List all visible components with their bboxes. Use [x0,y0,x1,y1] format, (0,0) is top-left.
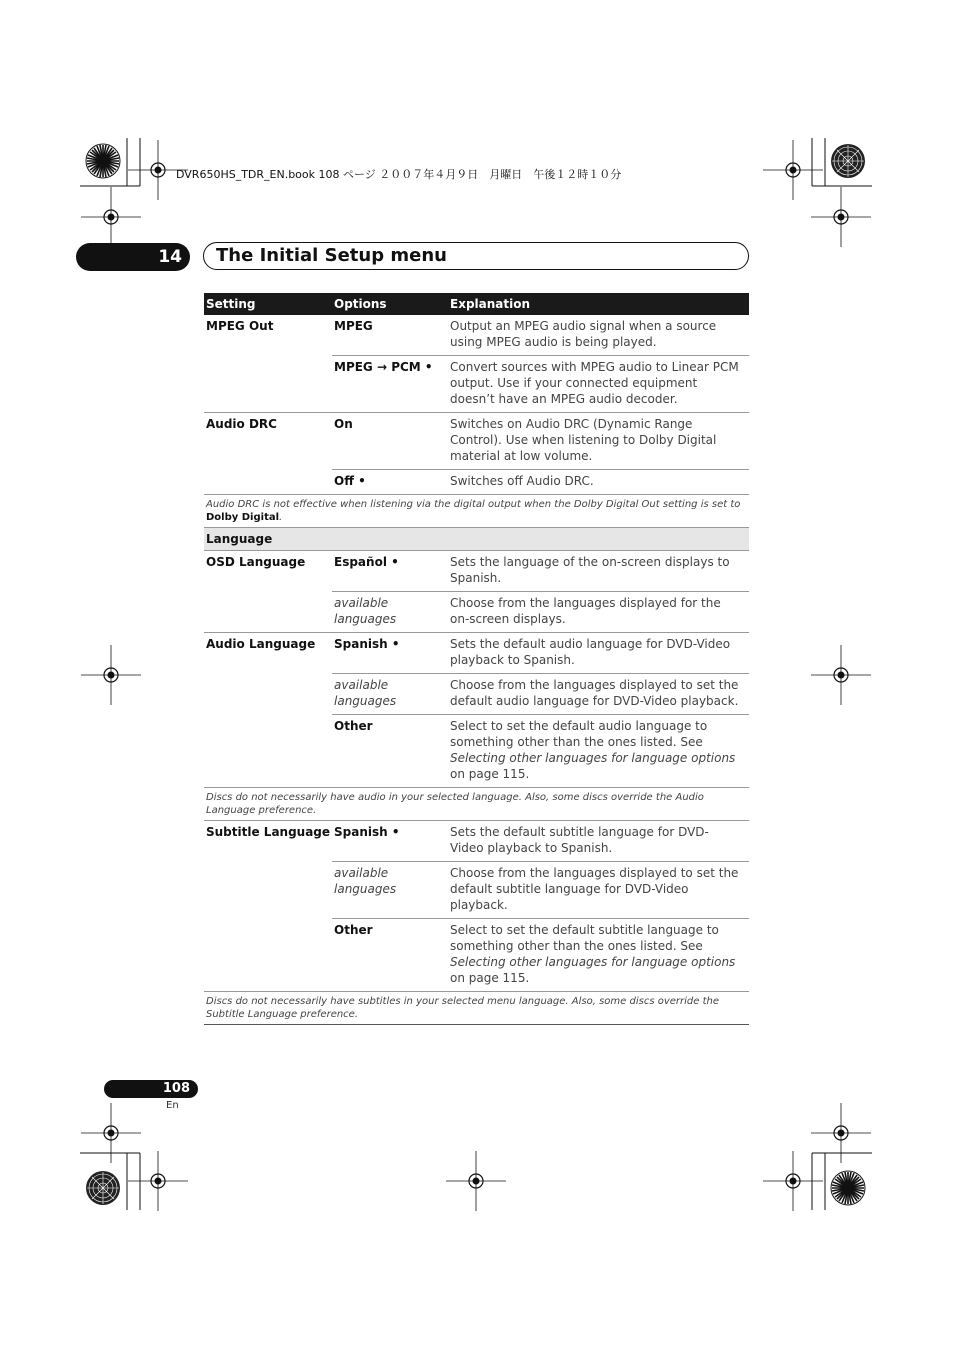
explanation: Choose from the languages displayed to set the default audio language for DVD-Video playback. [447,673,749,714]
subtitle-language-note: Discs do not necessarily have subtitles in your selected menu language. Also, some discs override the Subtitle Language preference. [204,991,749,1024]
table-row [204,714,749,787]
explanation: Sets the language of the on-screen displays to Spanish. [450,555,730,585]
table-row [204,633,749,673]
table-row [204,315,749,355]
setting-name: OSD Language [206,555,306,569]
section-language: Language [204,527,749,551]
header-options: Options [334,297,387,311]
table-row [204,673,749,714]
audio-drc-note [204,494,749,527]
header-explanation: Explanation [450,297,531,311]
explanation-page: on page 115. [450,767,530,781]
explanation-text: Select to set the default audio language to something other than the ones listed. See [450,719,708,749]
setting-name: Audio DRC [206,417,277,431]
option: On [334,417,353,431]
table-end-rule [204,1024,749,1025]
book-file-header: DVR650HS_TDR_EN.book 108 ページ ２００７年４月９日 月曜日 午後１２時１０分 [176,168,622,181]
chapter-number-tab: 14 [76,243,190,271]
note-text: Audio DRC is not effective when listening via the digital output when the Dolby Digital Out setting is set to [206,499,741,510]
note-end: . [279,512,283,523]
table-row [204,355,749,412]
option: available languages [332,591,447,632]
explanation [447,714,749,787]
page-number: 108 [104,1080,198,1098]
chapter-title: The Initial Setup menu [203,242,749,270]
explanation: Sets the default audio language for DVD-Video playback to Spanish. [450,637,731,667]
cross-reference: Selecting other languages for language options [450,751,736,765]
group-audio-language [204,632,749,787]
explanation: Choose from the languages displayed for the on-screen displays. [447,591,749,632]
option: available languages [332,861,447,918]
table-row [204,551,749,591]
table-row [204,821,749,861]
explanation: Switches on Audio DRC (Dynamic Range Control). Use when listening to Dolby Digital material at low volume. [450,417,717,463]
group-audio-drc [204,412,749,494]
group-osd-language [204,551,749,632]
header-setting: Setting [206,297,256,311]
table-row [204,413,749,469]
explanation-page: on page 115. [450,971,530,985]
setting-name: MPEG Out [206,319,274,333]
option: MPEG [334,319,373,333]
explanation: Output an MPEG audio signal when a source using MPEG audio is being played. [450,319,717,349]
group-subtitle-language [204,820,749,991]
note-bold: Dolby Digital [206,512,280,523]
option: Spanish • [334,637,400,651]
cross-reference: Selecting other languages for language options [450,955,736,969]
page-language: En [166,1100,179,1111]
option: MPEG → PCM • [332,355,447,412]
explanation: Choose from the languages displayed to set the default subtitle language for DVD-Video playback. [447,861,749,918]
option: Other [332,918,447,991]
table-row [204,861,749,918]
option: Español • [334,555,399,569]
settings-table [204,293,749,1025]
explanation: Switches off Audio DRC. [447,469,749,494]
option: Spanish • [334,825,400,839]
explanation [447,918,749,991]
table-row [204,591,749,632]
table-row [204,918,749,991]
option: Other [332,714,447,787]
setting-name: Audio Language [206,637,316,651]
explanation: Sets the default subtitle language for DVD-Video playback to Spanish. [450,825,709,855]
setting-name: Subtitle Language [206,825,331,839]
explanation-text: Select to set the default subtitle language to something other than the ones listed. See [450,923,719,953]
audio-language-note: Discs do not necessarily have audio in your selected language. Also, some discs override the Audio Language preference. [204,787,749,820]
group-mpeg-out [204,315,749,412]
option: available languages [332,673,447,714]
option: Off • [332,469,447,494]
explanation: Convert sources with MPEG audio to Linear PCM output. Use if your connected equipment doesn’t have an MPEG audio decoder. [447,355,749,412]
table-row [204,469,749,494]
table-header [204,293,749,315]
